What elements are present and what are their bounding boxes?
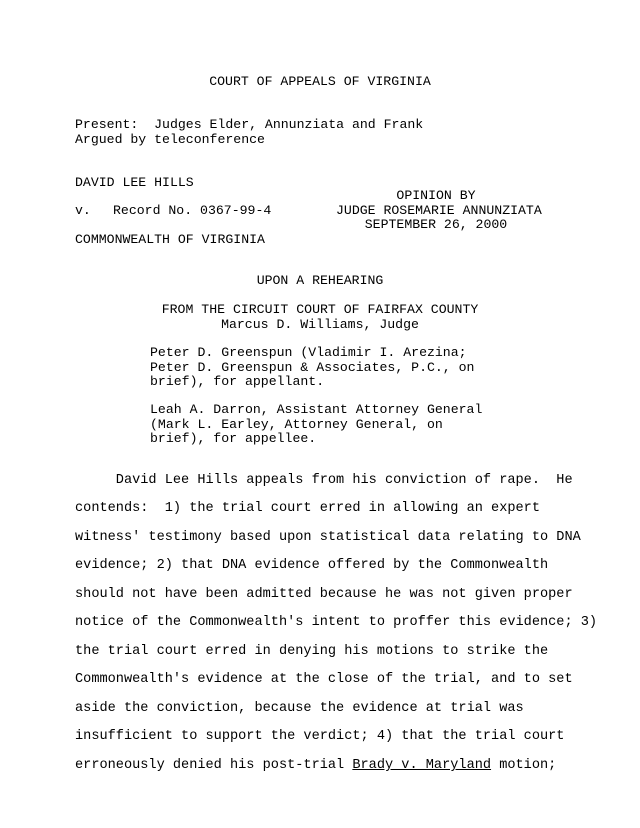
body-text: motion; bbox=[491, 758, 557, 773]
argued-by: Argued by teleconference bbox=[75, 132, 265, 147]
rehearing-heading: UPON A REHEARING bbox=[256, 273, 384, 288]
from-court: FROM THE CIRCUIT COURT OF FAIRFAX COUNTY bbox=[161, 302, 479, 317]
appellee-name: COMMONWEALTH OF VIRGINIA bbox=[75, 232, 265, 247]
body-line: notice of the Commonwealth's intent to proffer this evidence; 3) bbox=[75, 615, 598, 630]
present-judges: Present: Judges Elder, Annunziata and Frank bbox=[75, 117, 424, 132]
body-line: insufficient to support the verdict; 4) that the trial court bbox=[75, 729, 565, 744]
versus: v. bbox=[75, 203, 91, 218]
body-line: contends: 1) the trial court erred in allowing an expert bbox=[75, 501, 540, 516]
body-line: David Lee Hills appeals from his conviction of rape. He bbox=[75, 473, 573, 488]
body-line-last bbox=[75, 757, 556, 775]
body-line: Commonwealth's evidence at the close of the trial, and to set bbox=[75, 672, 573, 687]
court-title: COURT OF APPEALS OF VIRGINIA bbox=[209, 74, 431, 89]
appellant-name: DAVID LEE HILLS bbox=[75, 175, 194, 190]
counsel-line: brief), for appellant. bbox=[150, 374, 325, 389]
counsel-line: (Mark L. Earley, Attorney General, on bbox=[150, 417, 443, 432]
counsel-line: Peter D. Greenspun (Vladimir I. Arezina; bbox=[150, 345, 467, 360]
body-line: the trial court erred in denying his motions to strike the bbox=[75, 644, 549, 659]
case-citation: Brady v. Maryland bbox=[352, 758, 492, 773]
body-text: erroneously denied his post-trial bbox=[75, 758, 353, 773]
record-number: Record No. 0367-99-4 bbox=[113, 203, 272, 218]
body-line: evidence; 2) that DNA evidence offered by the Commonwealth bbox=[75, 558, 549, 573]
opinion-date: SEPTEMBER 26, 2000 bbox=[364, 217, 508, 232]
opinion-judge: JUDGE ROSEMARIE ANNUNZIATA bbox=[336, 203, 542, 218]
counsel-line: Leah A. Darron, Assistant Attorney General bbox=[150, 402, 483, 417]
body-line: aside the conviction, because the evidence at trial was bbox=[75, 701, 524, 716]
counsel-line: brief), for appellee. bbox=[150, 431, 317, 446]
body-line: witness' testimony based upon statistical data relating to DNA bbox=[75, 530, 581, 545]
opinion-by: OPINION BY bbox=[396, 188, 476, 203]
body-line: should not have been admitted because he was not given proper bbox=[75, 587, 573, 602]
trial-judge: Marcus D. Williams, Judge bbox=[221, 317, 419, 332]
counsel-line: Peter D. Greenspun & Associates, P.C., on bbox=[150, 360, 475, 375]
